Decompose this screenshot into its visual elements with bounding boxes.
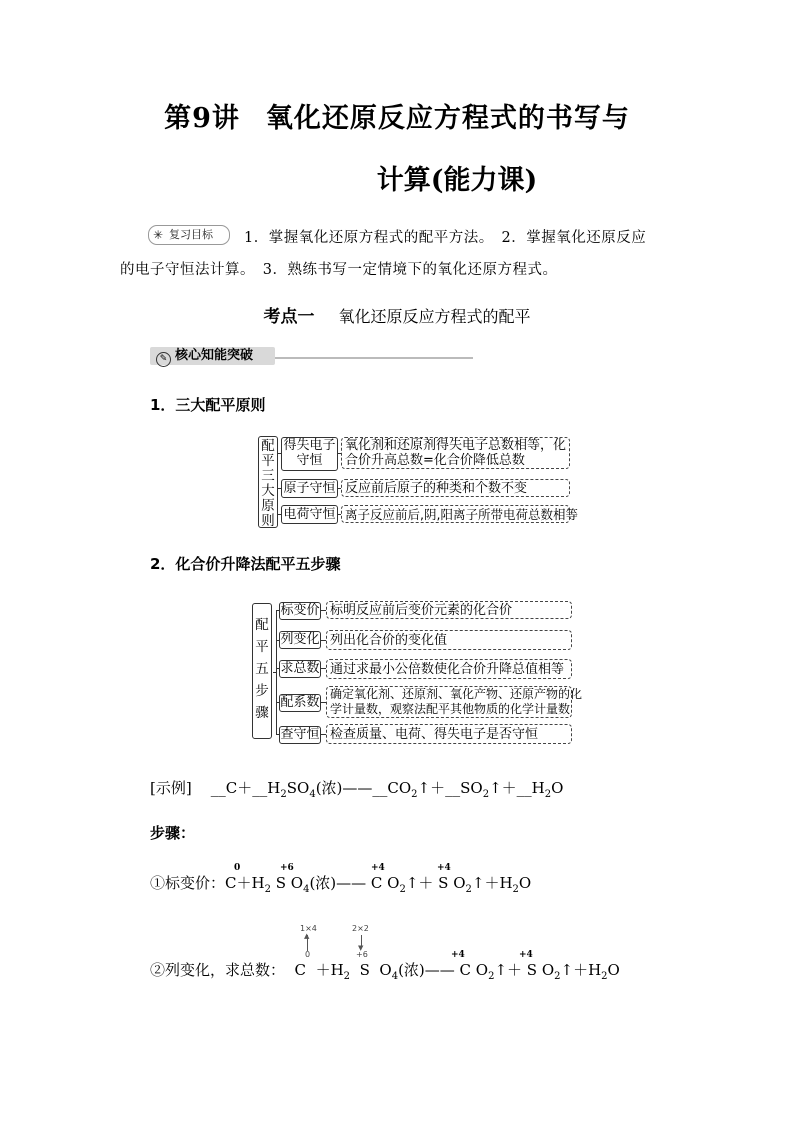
title-text-1: 氧化还原反应方程式的书写与 — [265, 103, 630, 134]
section-name: 氧化还原反应方程式的配平 — [338, 307, 531, 326]
step2-c-change: 1×4 — [300, 924, 317, 933]
step-list-change-desc: 列出化合价的变化值 — [326, 630, 572, 650]
review-goal-badge — [148, 225, 230, 245]
core-badge-text: 核心知能突破 — [175, 348, 254, 363]
step-set-coefficients: 配系数 — [280, 695, 320, 710]
step-set-coefficients-desc: 确定氧化剂、还原剂、氧化产物、还原产物的化 学计量数，观察法配平其他物质的化学计量数 — [326, 686, 572, 718]
step-check-conservation: 查守恒 — [280, 727, 320, 742]
down-arrow-icon: ▼ — [358, 944, 364, 952]
step-check-conservation-desc: 检查质量、电荷、得失电子是否守恒 — [326, 724, 572, 744]
example-label: [示例] — [150, 779, 192, 797]
principle-charge-desc: 离子反应前后,阴,阳离子所带电荷总数相等 — [341, 505, 570, 523]
step2-label: ②列变化，求总数： — [150, 961, 286, 979]
section-label: 考点一 — [263, 307, 315, 327]
step2-s-change: 2×2 — [352, 924, 369, 933]
step-find-total: 求总数 — [280, 661, 320, 676]
step-mark-valence: 标变价 — [280, 603, 320, 618]
steps-label: 步骤： — [150, 824, 196, 842]
review-goal-label: 复习目标 — [169, 228, 213, 241]
step2-so2-valence: +4 — [519, 950, 533, 960]
principle-atom-desc: 反应前后原子的种类和个数不变 — [341, 479, 570, 497]
core-badge-line — [275, 357, 473, 359]
step1-equation: ①标变价：$C+H_2$ S $O_4$(浓)—— C $O_2↑+ S$ $O_2↑+H_2O$ — [150, 874, 532, 895]
step1-c-valence: 0 — [234, 863, 241, 873]
heading-five-steps: 2．化合价升降法配平五步骤 — [150, 555, 341, 573]
step2-c-valence: 0 — [305, 950, 311, 959]
up-arrow-icon: ▲ — [304, 932, 310, 940]
step1-label: ①标变价： — [150, 874, 226, 892]
principle-charge-conservation: 电荷守恒 — [281, 505, 338, 524]
step2-equation: ②列变化，求总数： $C +H_2$ S $O_4$(浓)—— C $O_2↑+ S$ $O_2↑+H_2O$ — [150, 961, 620, 982]
step1-s-valence: +6 — [280, 863, 294, 873]
step-mark-valence-desc: 标明反应前后变价元素的化合价 — [326, 601, 572, 619]
example-equation: [示例] $\_\_C+\_\_H_2SO_4$(浓)$——\_\_CO_2↑+\_\_SO_2↑+\_\_H_2O$ — [150, 779, 564, 800]
page-title-line2: 计算(能力课) — [376, 165, 538, 196]
step-find-total-desc: 通过求最小公倍数使化合价升降总值相等 — [326, 659, 572, 679]
diagram2-side-label: 配 平 五 步 骤 — [252, 603, 272, 739]
step-list-change: 列变化 — [280, 632, 320, 647]
goal-line-2: 的电子守恒法计算。 3．熟练书写一定情境下的氧化还原方程式。 — [120, 262, 558, 278]
principle-atom-conservation: 原子守恒 — [281, 479, 338, 498]
principle-electron-desc: 氧化剂和还原剂得失电子总数相等，化 合价升高总数=化合价降低总数 — [341, 437, 570, 469]
step1-so2-valence: +4 — [437, 863, 451, 873]
section-title — [0, 302, 794, 327]
principle-electron-conservation: 得失电子 守恒 — [281, 437, 338, 471]
step2-s-valence: +6 — [356, 950, 368, 959]
step1-co2-valence: +4 — [371, 863, 385, 873]
step2-co2-valence: +4 — [451, 950, 465, 960]
page-title-line1 — [0, 96, 794, 135]
goal-line-1: 1．掌握氧化还原方程式的配平方法。 2．掌握氧化还原反应 — [244, 230, 647, 246]
core-badge — [150, 347, 253, 365]
lecture-number: 第9讲 — [164, 103, 240, 134]
sparkle-icon: ✳ — [153, 228, 164, 242]
pen-icon: ✎ — [156, 352, 171, 367]
diagram1-side-label: 配 平 三 大 原 则 — [258, 436, 278, 528]
heading-three-principles: 1．三大配平原则 — [150, 396, 266, 414]
